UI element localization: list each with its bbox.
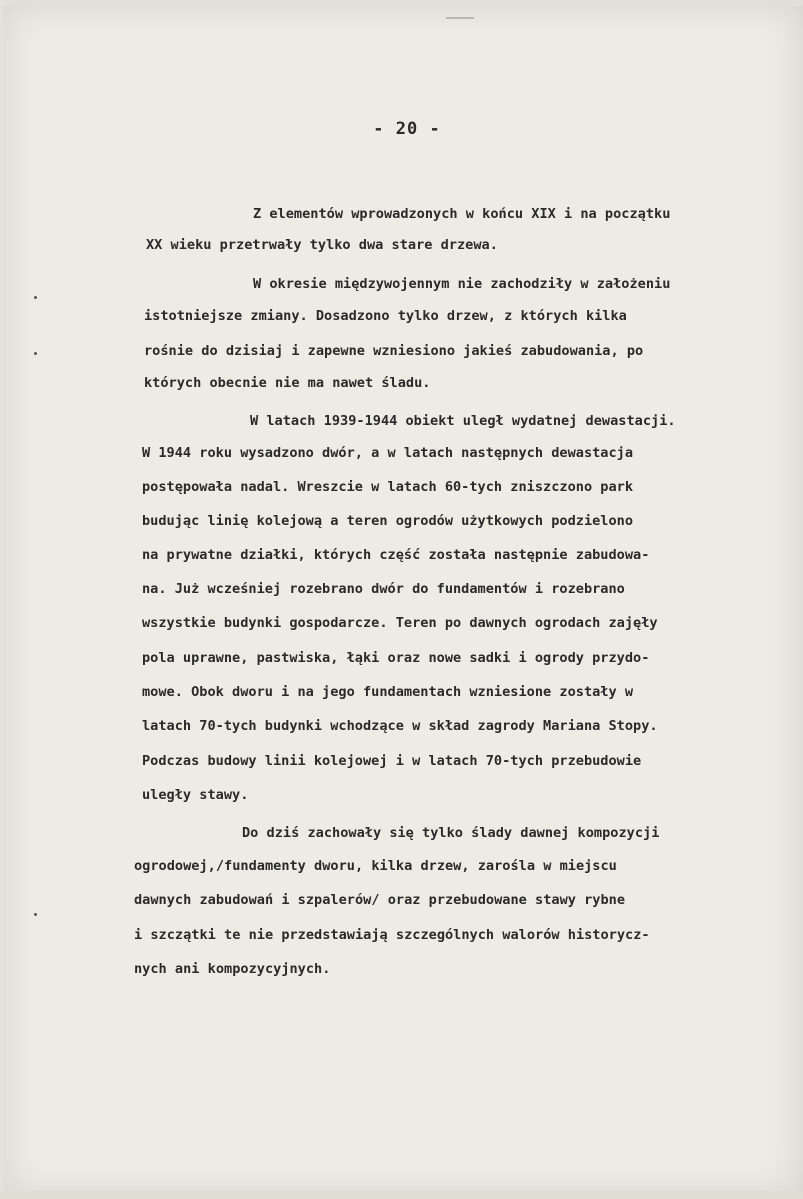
text-line: wszystkie budynki gospodarcze. Teren po dawnych ogrodach zajęły: [142, 615, 658, 631]
text-line: na. Już wcześniej rozebrano dwór do fundamentów i rozebrano: [142, 581, 625, 597]
text-line: postępowała nadal. Wreszcie w latach 60-tych zniszczono park: [142, 479, 634, 495]
text-line: dawnych zabudowań i szpalerów/ oraz przebudowane stawy rybne: [134, 892, 626, 908]
text-line: Do dziś zachowały się tylko ślady dawnej kompozycji: [242, 825, 660, 841]
text-line: i szczątki te nie przedstawiają szczególnych walorów historycz-: [134, 927, 650, 943]
page-edge-left: [0, 0, 4, 1199]
text-line: budując linię kolejową a teren ogrodów użytkowych podzielono: [142, 513, 634, 529]
text-line: XX wieku przetrwały tylko dwa stare drzewa.: [146, 237, 498, 253]
text-line: istotniejsze zmiany. Dosadzono tylko drzew, z których kilka: [144, 308, 627, 324]
text-line: latach 70-tych budynki wchodzące w skład zagrody Mariana Stopy.: [142, 718, 658, 734]
text-line: mowe. Obok dworu i na jego fundamentach wzniesione zostały w: [142, 684, 634, 700]
text-line: pola uprawne, pastwiska, łąki oraz nowe sadki i ogrody przydo-: [142, 650, 650, 666]
text-line: W latach 1939-1944 obiekt uległ wydatnej dewastacji.: [250, 413, 676, 429]
text-line: na prywatne działki, których część została następnie zabudowa-: [142, 547, 650, 563]
text-line: ogrodowej,/fundamenty dworu, kilka drzew, zarośla w miejscu: [134, 858, 617, 874]
text-line: Podczas budowy linii kolejowej i w latach 70-tych przebudowie: [142, 753, 642, 769]
margin-speck: [34, 352, 37, 355]
text-line: uległy stawy.: [142, 787, 249, 803]
page-edge-top: [0, 0, 803, 6]
page-number: - 20 -: [373, 119, 441, 139]
margin-speck: [34, 296, 37, 299]
text-line: rośnie do dzisiaj i zapewne wzniesiono jakieś zabudowania, po: [144, 343, 644, 359]
text-line: W 1944 roku wysadzono dwór, a w latach następnych dewastacja: [142, 445, 634, 461]
text-line: nych ani kompozycyjnych.: [134, 961, 331, 977]
text-line: Z elementów wprowadzonych w końcu XIX i na początku: [253, 206, 671, 222]
margin-speck: [34, 913, 37, 916]
text-line: których obecnie nie ma nawet śladu.: [144, 375, 431, 391]
scan-mark: [446, 17, 474, 19]
page-edge-bottom: [0, 1191, 803, 1199]
text-line: W okresie międzywojennym nie zachodziły w założeniu: [253, 276, 671, 292]
